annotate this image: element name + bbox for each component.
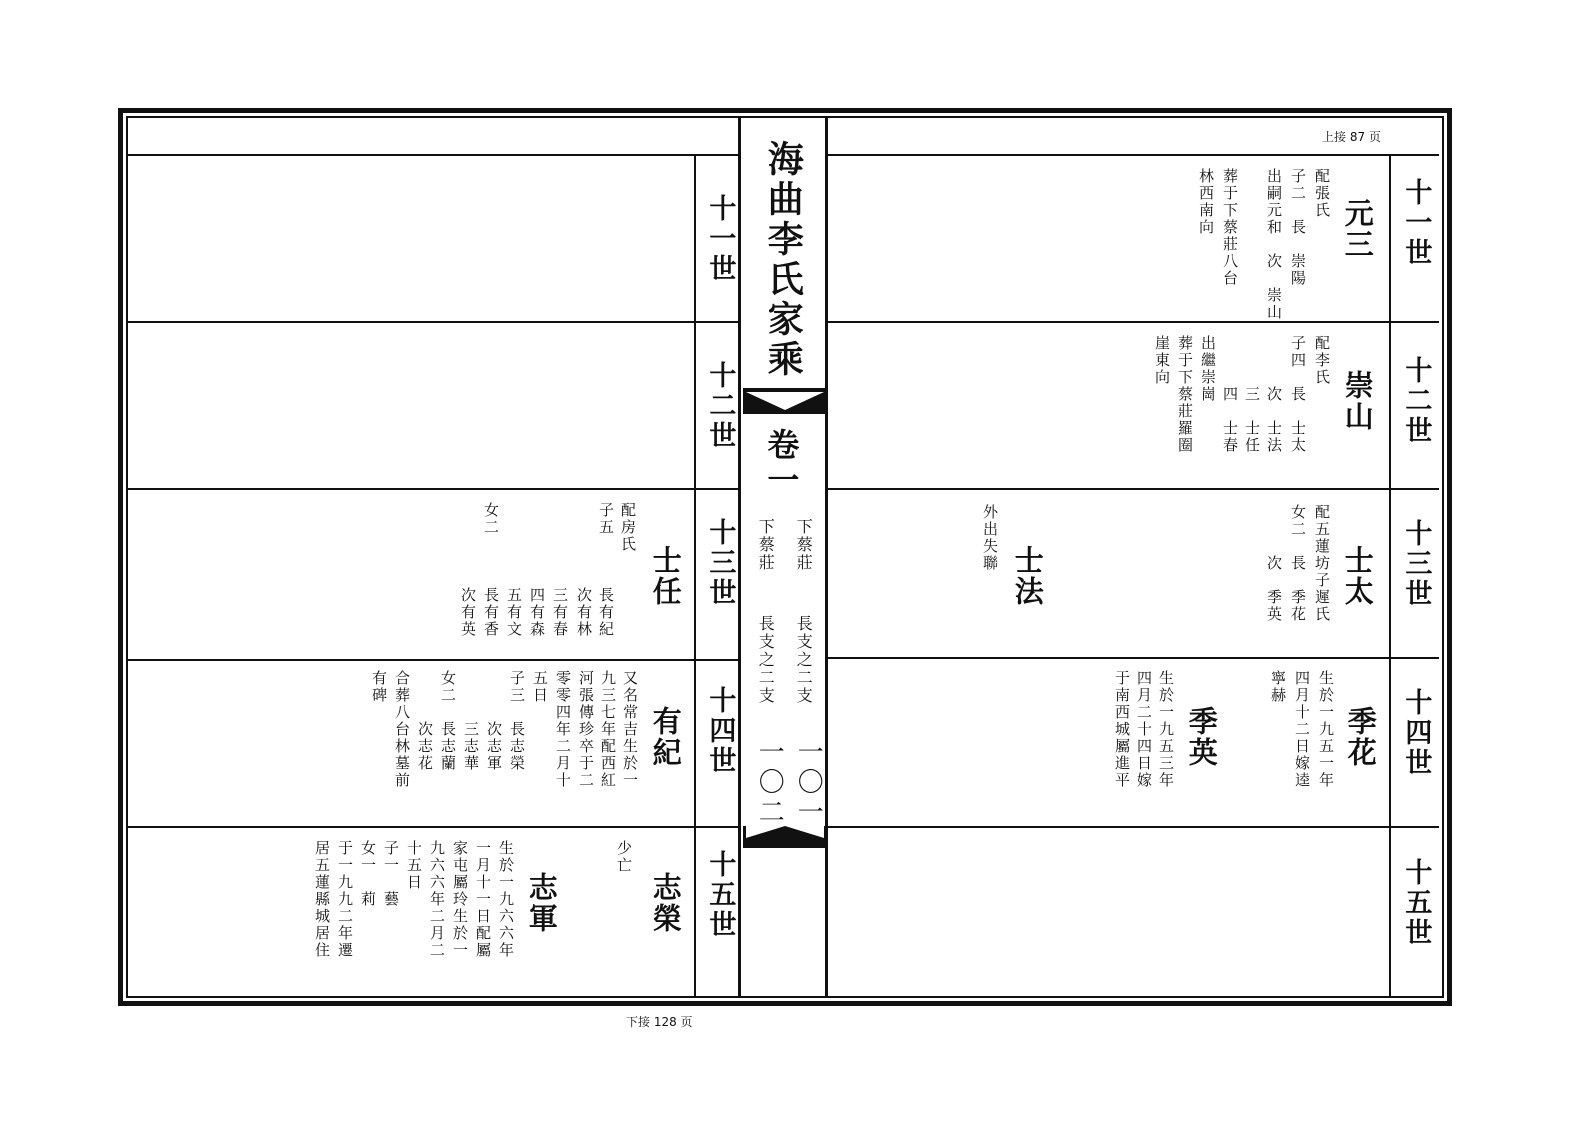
- entry-note: 崖東向: [1153, 335, 1171, 386]
- person-name: 志軍: [524, 872, 559, 934]
- entry-note: 四有森: [528, 502, 546, 638]
- entry-note: 女二 長有香: [482, 502, 500, 638]
- person-name: 元三: [1340, 198, 1375, 260]
- entry-note: 一月十一日配屬: [474, 840, 492, 959]
- entry-note: 次志軍: [485, 670, 503, 772]
- entry-note: 生於一九五一年: [1317, 670, 1335, 789]
- spine-notch: [746, 392, 824, 410]
- row-rule: [128, 488, 740, 490]
- person-name: 崇山: [1340, 370, 1375, 432]
- entry-note: 家屯屬玲生於一: [451, 840, 469, 959]
- person-name: 有紀: [648, 706, 683, 768]
- entry-note: 葬于下蔡莊八台: [1221, 168, 1239, 287]
- entry-note: 女二 長 季花: [1289, 504, 1307, 623]
- row-rule: [128, 154, 740, 156]
- gen-label-11: 十一世: [704, 194, 736, 284]
- entry-note: 配李氏: [1313, 335, 1331, 386]
- continue-from: 上接 87 页: [1322, 130, 1381, 144]
- person-name: 季英: [1184, 706, 1219, 768]
- entry-note: 子一 藝: [382, 840, 400, 908]
- row-rule: [128, 659, 740, 661]
- entry-note: 九六六年二月二: [428, 840, 446, 959]
- spine-page-left: 一〇二: [754, 738, 785, 828]
- entry-note: 次 士法: [1265, 335, 1283, 454]
- gen-label-13: 十三世: [704, 518, 736, 608]
- entry-note: 四月二十四日嫁: [1135, 670, 1153, 789]
- entry-note: 子二 長 崇陽: [1289, 168, 1307, 287]
- spine-rule: [825, 116, 828, 996]
- entry-note: 于一九九二年遷: [336, 840, 354, 959]
- entry-note: 次有英: [459, 502, 477, 638]
- spine-rule: [738, 116, 741, 996]
- entry-note: 五日: [531, 670, 549, 704]
- entry-note: 女一 莉: [359, 840, 377, 908]
- entry-note: 寧赫: [1269, 670, 1287, 704]
- entry-note: 生於一九五三年: [1157, 670, 1175, 789]
- gen-label-12: 十二世: [1400, 356, 1432, 446]
- entry-note: 生於一九六六年: [497, 840, 515, 959]
- entry-note: 次 季英: [1265, 504, 1283, 623]
- entry-note: 子五 長有紀: [597, 502, 615, 638]
- entry-note: 出嗣元和 次 崇山: [1265, 168, 1283, 321]
- spine-place-left: 下蔡莊: [756, 518, 776, 572]
- continue-to: 下接 128 页: [626, 1015, 693, 1029]
- entry-note: 女二 長志蘭: [439, 670, 457, 772]
- entry-note: 配五蓮坊子遲氏: [1313, 504, 1331, 623]
- person-name: 志榮: [648, 872, 683, 934]
- entry-note: 子四 長 士太: [1289, 335, 1307, 454]
- person-name: 士法: [1010, 545, 1045, 607]
- entry-note: 九三七年配西紅: [599, 670, 617, 789]
- entry-note: 子三 長志榮: [508, 670, 526, 772]
- entry-note: 三志華: [462, 670, 480, 772]
- entry-note: 五有文: [505, 502, 523, 638]
- entry-note: 少亡: [615, 840, 633, 874]
- book-title: 海曲李氏家乘: [762, 140, 805, 380]
- entry-note: 次有林: [575, 502, 593, 638]
- person-name: 士任: [648, 545, 683, 607]
- entry-note: 次志花: [416, 670, 434, 772]
- row-rule: [827, 826, 1439, 828]
- row-rule: [128, 321, 740, 323]
- spine-place-right: 下蔡莊: [794, 518, 814, 572]
- spine-branch-left: 長支之二支: [756, 615, 776, 705]
- entry-note: 四月十二日嫁逵: [1293, 670, 1311, 789]
- entry-note: 葬于下蔡莊羅圈: [1176, 335, 1194, 454]
- gen-label-12: 十二世: [704, 361, 736, 451]
- entry-note: 配房氏: [619, 502, 637, 553]
- person-name: 季花: [1343, 706, 1378, 768]
- row-rule: [827, 657, 1439, 659]
- gen-label-15: 十五世: [704, 850, 736, 940]
- entry-note: 又名常吉生於一: [621, 670, 639, 789]
- entry-note: 河張傳珍卒于二: [577, 670, 595, 789]
- gen-label-15: 十五世: [1400, 858, 1432, 948]
- entry-note: 于南西城屬進平: [1113, 670, 1131, 789]
- gen-label-13: 十三世: [1400, 519, 1432, 609]
- spine-branch-right: 長支之二支: [794, 615, 814, 705]
- entry-note: 外出失聯: [981, 504, 999, 572]
- volume-label: 卷一: [762, 428, 801, 498]
- gen-label-14: 十四世: [704, 686, 736, 776]
- entry-note: 四 士春: [1221, 335, 1239, 454]
- gen-column-rule: [1389, 154, 1391, 996]
- entry-note: 配張氏: [1313, 168, 1331, 219]
- row-rule: [128, 826, 740, 828]
- row-rule: [827, 321, 1439, 323]
- entry-note: 林西南向: [1197, 168, 1215, 236]
- entry-note: 十五日: [405, 840, 423, 891]
- entry-note: 居五蓮縣城居住: [313, 840, 331, 959]
- row-rule: [827, 488, 1439, 490]
- entry-note: 出繼崇崗: [1199, 335, 1217, 403]
- person-name: 士太: [1340, 545, 1375, 607]
- entry-note: 合葬八台林墓前: [393, 670, 411, 789]
- entry-note: 三有春: [551, 502, 569, 638]
- entry-note: 零零四年二月十: [554, 670, 572, 789]
- gen-column-rule: [694, 154, 696, 996]
- gen-label-14: 十四世: [1400, 688, 1432, 778]
- gen-label-11: 十一世: [1400, 178, 1432, 268]
- entry-note: 三 士任: [1243, 335, 1261, 454]
- spine-page-right: 一〇一: [793, 738, 824, 828]
- row-rule: [827, 154, 1439, 156]
- entry-note: 有碑: [370, 670, 388, 704]
